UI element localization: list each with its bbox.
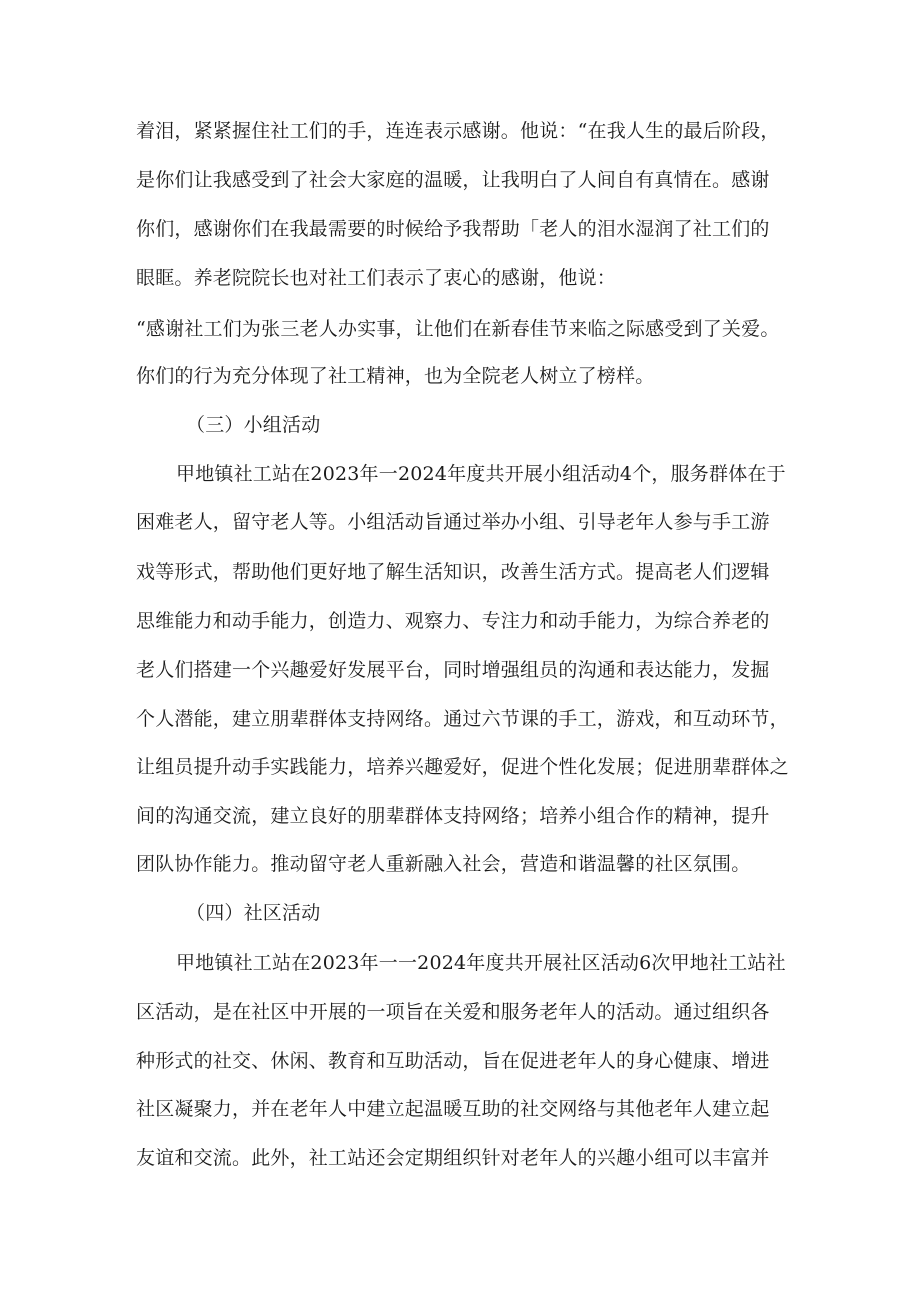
text-line: 你们，感谢你们在我最需要的时候给予我帮助「老人的泪水湿润了社工们的 — [136, 218, 770, 240]
text-line: 你们的行为充分体现了社工精神，也为全院老人树立了榜样。 — [136, 365, 655, 387]
section-heading-community-activities: （四）社区活动 — [186, 902, 321, 924]
text-line: 着泪，紧紧握住社工们的手，连连表示感谢。他说：“在我人生的最后阶段， — [136, 120, 780, 142]
text-line: “感谢社工们为张三老人办实事，让他们在新春佳节来临之际感受到了关爱。 — [136, 318, 780, 340]
text-line: 戏等形式，帮助他们更好地了解生活知识，改善生活方式。提高老人们逻辑 — [136, 561, 770, 583]
text-line: 困难老人，留守老人等。小组活动旨通过举办小组、引导老年人参与手工游 — [136, 511, 770, 533]
text-line: 思维能力和动手能力，创造力、观察力、专注力和动手能力，为综合养老的 — [136, 610, 770, 632]
text-line: 眼眶。养老院院长也对社工们表示了衷心的感谢，他说： — [136, 267, 617, 289]
text-line: 社区凝聚力，并在老年人中建立起温暖互助的社交网络与其他老年人建立起 — [136, 1098, 770, 1120]
text-line: 是你们让我感受到了社会大家庭的温暖，让我明白了人间自有真情在。感谢 — [136, 169, 770, 191]
text-line: 个人潜能，建立朋辈群体支持网络。通过六节课的手工，游戏，和互动环节， — [136, 708, 789, 730]
paragraph-first-line: 甲地镇社工站在2023年一一2024年度共开展社区活动6次甲地社工站社 — [176, 952, 786, 974]
text-line: 间的沟通交流，建立良好的朋辈群体支持网络；培养小组合作的精神，提升 — [136, 805, 770, 827]
text-line: 区活动，是在社区中开展的一项旨在关爱和服务老年人的活动。通过组织各 — [136, 1001, 770, 1023]
paragraph-first-line: 甲地镇社工站在2023年一2024年度共开展小组活动4个，服务群体在于 — [176, 463, 786, 485]
text-line: 友谊和交流。此外，社工站还会定期组织针对老年人的兴趣小组可以丰富并 — [136, 1147, 770, 1169]
section-heading-group-activities: （三）小组活动 — [186, 414, 321, 436]
text-line: 老人们搭建一个兴趣爱好发展平台，同时增强组员的沟通和表达能力，发掘 — [136, 659, 770, 681]
text-line: 种形式的社交、休闲、教育和互助活动，旨在促进老年人的身心健康、增进 — [136, 1050, 770, 1072]
text-line: 团队协作能力。推动留守老人重新融入社会，营造和谐温馨的社区氛围。 — [136, 853, 751, 875]
text-line: 让组员提升动手实践能力，培养兴趣爱好，促进个性化发展；促进朋辈群体之 — [136, 756, 789, 778]
